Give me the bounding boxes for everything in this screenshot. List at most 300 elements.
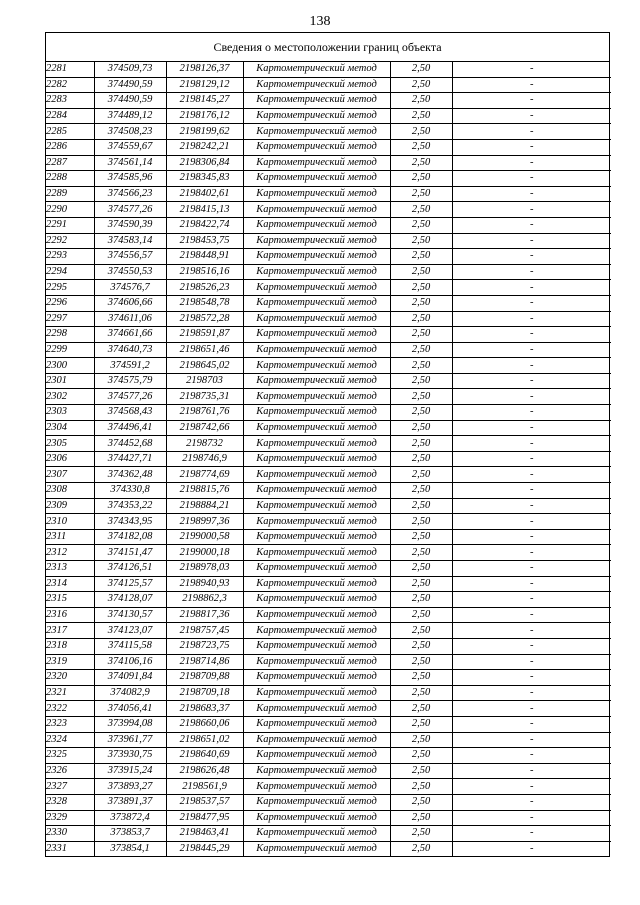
description-cell: - [452, 716, 611, 732]
description-cell: - [452, 249, 611, 265]
y-coordinate-cell: 2198645,02 [166, 358, 243, 374]
y-coordinate-cell: 2198997,36 [166, 514, 243, 530]
accuracy-cell: 2,50 [390, 467, 452, 483]
point-number-cell: 2293 [46, 249, 94, 265]
point-number-cell: 2307 [46, 467, 94, 483]
point-number-cell: 2313 [46, 561, 94, 577]
accuracy-cell: 2,50 [390, 561, 452, 577]
point-number-cell: 2306 [46, 451, 94, 467]
method-cell: Картометрический метод [243, 623, 390, 639]
y-coordinate-cell: 2198477,95 [166, 810, 243, 826]
table-row [46, 654, 611, 670]
y-coordinate-cell: 2198626,48 [166, 763, 243, 779]
method-cell: Картометрический метод [243, 607, 390, 623]
x-coordinate-cell: 374106,16 [94, 654, 166, 670]
description-cell: - [452, 280, 611, 296]
accuracy-cell: 2,50 [390, 436, 452, 452]
table-row [46, 794, 611, 810]
accuracy-cell: 2,50 [390, 716, 452, 732]
table-row [46, 327, 611, 343]
x-coordinate-cell: 374577,26 [94, 389, 166, 405]
point-number-cell: 2288 [46, 171, 94, 187]
x-coordinate-cell: 374330,8 [94, 483, 166, 499]
y-coordinate-cell: 2199000,58 [166, 529, 243, 545]
method-cell: Картометрический метод [243, 826, 390, 842]
y-coordinate-cell: 2198703 [166, 373, 243, 389]
point-number-cell: 2322 [46, 701, 94, 717]
table-row [46, 498, 611, 514]
point-number-cell: 2294 [46, 264, 94, 280]
point-number-cell: 2329 [46, 810, 94, 826]
table-row [46, 514, 611, 530]
table-row [46, 763, 611, 779]
description-cell: - [452, 826, 611, 842]
method-cell: Картометрический метод [243, 62, 390, 77]
y-coordinate-cell: 2198463,41 [166, 826, 243, 842]
accuracy-cell: 2,50 [390, 545, 452, 561]
method-cell: Картометрический метод [243, 264, 390, 280]
y-coordinate-cell: 2198746,9 [166, 451, 243, 467]
description-cell: - [452, 467, 611, 483]
accuracy-cell: 2,50 [390, 108, 452, 124]
point-number-cell: 2311 [46, 529, 94, 545]
method-cell: Картометрический метод [243, 280, 390, 296]
method-cell: Картометрический метод [243, 732, 390, 748]
accuracy-cell: 2,50 [390, 405, 452, 421]
accuracy-cell: 2,50 [390, 233, 452, 249]
description-cell: - [452, 217, 611, 233]
y-coordinate-cell: 2198242,21 [166, 139, 243, 155]
y-coordinate-cell: 2198757,45 [166, 623, 243, 639]
method-cell: Картометрический метод [243, 810, 390, 826]
y-coordinate-cell: 2198415,13 [166, 202, 243, 218]
coordinates-table-body [46, 62, 611, 856]
method-cell: Картометрический метод [243, 467, 390, 483]
accuracy-cell: 2,50 [390, 529, 452, 545]
accuracy-cell: 2,50 [390, 264, 452, 280]
table-row [46, 467, 611, 483]
x-coordinate-cell: 374566,23 [94, 186, 166, 202]
table-row [46, 405, 611, 421]
accuracy-cell: 2,50 [390, 654, 452, 670]
method-cell: Картометрический метод [243, 93, 390, 109]
point-number-cell: 2312 [46, 545, 94, 561]
accuracy-cell: 2,50 [390, 623, 452, 639]
accuracy-cell: 2,50 [390, 420, 452, 436]
table-row [46, 342, 611, 358]
table-row [46, 451, 611, 467]
y-coordinate-cell: 2198660,06 [166, 716, 243, 732]
table-row [46, 249, 611, 265]
method-cell: Картометрический метод [243, 638, 390, 654]
x-coordinate-cell: 374611,06 [94, 311, 166, 327]
accuracy-cell: 2,50 [390, 93, 452, 109]
description-cell: - [452, 420, 611, 436]
point-number-cell: 2281 [46, 62, 94, 77]
x-coordinate-cell: 374125,57 [94, 576, 166, 592]
point-number-cell: 2295 [46, 280, 94, 296]
accuracy-cell: 2,50 [390, 62, 452, 77]
x-coordinate-cell: 374123,07 [94, 623, 166, 639]
table-row [46, 155, 611, 171]
point-number-cell: 2296 [46, 295, 94, 311]
x-coordinate-cell: 374130,57 [94, 607, 166, 623]
x-coordinate-cell: 374550,53 [94, 264, 166, 280]
point-number-cell: 2282 [46, 77, 94, 93]
description-cell: - [452, 498, 611, 514]
y-coordinate-cell: 2198129,12 [166, 77, 243, 93]
method-cell: Картометрический метод [243, 311, 390, 327]
description-cell: - [452, 342, 611, 358]
accuracy-cell: 2,50 [390, 779, 452, 795]
point-number-cell: 2328 [46, 794, 94, 810]
description-cell: - [452, 264, 611, 280]
table-row [46, 420, 611, 436]
x-coordinate-cell: 373893,27 [94, 779, 166, 795]
point-number-cell: 2301 [46, 373, 94, 389]
method-cell: Картометрический метод [243, 670, 390, 686]
table-row [46, 810, 611, 826]
x-coordinate-cell: 374496,41 [94, 420, 166, 436]
x-coordinate-cell: 374091,84 [94, 670, 166, 686]
x-coordinate-cell: 374509,73 [94, 62, 166, 77]
method-cell: Картометрический метод [243, 139, 390, 155]
x-coordinate-cell: 373891,37 [94, 794, 166, 810]
accuracy-cell: 2,50 [390, 576, 452, 592]
x-coordinate-cell: 373872,4 [94, 810, 166, 826]
accuracy-cell: 2,50 [390, 810, 452, 826]
method-cell: Картометрический метод [243, 716, 390, 732]
y-coordinate-cell: 2198884,21 [166, 498, 243, 514]
accuracy-cell: 2,50 [390, 327, 452, 343]
point-number-cell: 2283 [46, 93, 94, 109]
table-row [46, 295, 611, 311]
point-number-cell: 2299 [46, 342, 94, 358]
y-coordinate-cell: 2198978,03 [166, 561, 243, 577]
description-cell: - [452, 62, 611, 77]
x-coordinate-cell: 374606,66 [94, 295, 166, 311]
accuracy-cell: 2,50 [390, 249, 452, 265]
method-cell: Картометрический метод [243, 436, 390, 452]
table-row [46, 108, 611, 124]
accuracy-cell: 2,50 [390, 186, 452, 202]
point-number-cell: 2324 [46, 732, 94, 748]
x-coordinate-cell: 374640,73 [94, 342, 166, 358]
method-cell: Картометрический метод [243, 514, 390, 530]
table-row [46, 62, 611, 77]
accuracy-cell: 2,50 [390, 592, 452, 608]
y-coordinate-cell: 2198145,27 [166, 93, 243, 109]
y-coordinate-cell: 2198561,9 [166, 779, 243, 795]
x-coordinate-cell: 374575,79 [94, 373, 166, 389]
method-cell: Картометрический метод [243, 529, 390, 545]
point-number-cell: 2308 [46, 483, 94, 499]
accuracy-cell: 2,50 [390, 841, 452, 856]
y-coordinate-cell: 2199000,18 [166, 545, 243, 561]
table-row [46, 623, 611, 639]
y-coordinate-cell: 2198591,87 [166, 327, 243, 343]
table-row [46, 233, 611, 249]
point-number-cell: 2302 [46, 389, 94, 405]
accuracy-cell: 2,50 [390, 155, 452, 171]
x-coordinate-cell: 374568,43 [94, 405, 166, 421]
accuracy-cell: 2,50 [390, 514, 452, 530]
table-row [46, 483, 611, 499]
accuracy-cell: 2,50 [390, 139, 452, 155]
x-coordinate-cell: 373994,08 [94, 716, 166, 732]
x-coordinate-cell: 373961,77 [94, 732, 166, 748]
point-number-cell: 2327 [46, 779, 94, 795]
point-number-cell: 2330 [46, 826, 94, 842]
description-cell: - [452, 124, 611, 140]
y-coordinate-cell: 2198817,36 [166, 607, 243, 623]
method-cell: Картометрический метод [243, 794, 390, 810]
point-number-cell: 2321 [46, 685, 94, 701]
method-cell: Картометрический метод [243, 561, 390, 577]
description-cell: - [452, 779, 611, 795]
method-cell: Картометрический метод [243, 124, 390, 140]
description-cell: - [452, 436, 611, 452]
description-cell: - [452, 576, 611, 592]
point-number-cell: 2319 [46, 654, 94, 670]
description-cell: - [452, 451, 611, 467]
x-coordinate-cell: 373915,24 [94, 763, 166, 779]
y-coordinate-cell: 2198345,83 [166, 171, 243, 187]
x-coordinate-cell: 374591,2 [94, 358, 166, 374]
description-cell: - [452, 77, 611, 93]
table-row [46, 389, 611, 405]
description-cell: - [452, 607, 611, 623]
method-cell: Картометрический метод [243, 451, 390, 467]
x-coordinate-cell: 374489,12 [94, 108, 166, 124]
description-cell: - [452, 358, 611, 374]
accuracy-cell: 2,50 [390, 373, 452, 389]
method-cell: Картометрический метод [243, 763, 390, 779]
point-number-cell: 2298 [46, 327, 94, 343]
description-cell: - [452, 545, 611, 561]
table-row [46, 841, 611, 856]
method-cell: Картометрический метод [243, 217, 390, 233]
x-coordinate-cell: 373930,75 [94, 748, 166, 764]
table-row [46, 436, 611, 452]
y-coordinate-cell: 2198815,76 [166, 483, 243, 499]
method-cell: Картометрический метод [243, 748, 390, 764]
method-cell: Картометрический метод [243, 233, 390, 249]
x-coordinate-cell: 374661,66 [94, 327, 166, 343]
x-coordinate-cell: 374452,68 [94, 436, 166, 452]
x-coordinate-cell: 374508,23 [94, 124, 166, 140]
accuracy-cell: 2,50 [390, 217, 452, 233]
table-row [46, 139, 611, 155]
description-cell: - [452, 670, 611, 686]
description-cell: - [452, 592, 611, 608]
x-coordinate-cell: 373853,7 [94, 826, 166, 842]
accuracy-cell: 2,50 [390, 763, 452, 779]
description-cell: - [452, 701, 611, 717]
accuracy-cell: 2,50 [390, 685, 452, 701]
y-coordinate-cell: 2198126,37 [166, 62, 243, 77]
method-cell: Картометрический метод [243, 155, 390, 171]
description-cell: - [452, 810, 611, 826]
description-cell: - [452, 685, 611, 701]
description-cell: - [452, 233, 611, 249]
y-coordinate-cell: 2198709,18 [166, 685, 243, 701]
table-row [46, 670, 611, 686]
x-coordinate-cell: 374128,07 [94, 592, 166, 608]
method-cell: Картометрический метод [243, 373, 390, 389]
y-coordinate-cell: 2198732 [166, 436, 243, 452]
method-cell: Картометрический метод [243, 77, 390, 93]
y-coordinate-cell: 2198651,02 [166, 732, 243, 748]
method-cell: Картометрический метод [243, 654, 390, 670]
accuracy-cell: 2,50 [390, 342, 452, 358]
method-cell: Картометрический метод [243, 498, 390, 514]
table-row [46, 638, 611, 654]
point-number-cell: 2323 [46, 716, 94, 732]
x-coordinate-cell: 374115,58 [94, 638, 166, 654]
accuracy-cell: 2,50 [390, 202, 452, 218]
x-coordinate-cell: 374577,26 [94, 202, 166, 218]
method-cell: Картометрический метод [243, 545, 390, 561]
accuracy-cell: 2,50 [390, 701, 452, 717]
y-coordinate-cell: 2198862,3 [166, 592, 243, 608]
table-row [46, 779, 611, 795]
method-cell: Картометрический метод [243, 420, 390, 436]
accuracy-cell: 2,50 [390, 124, 452, 140]
point-number-cell: 2320 [46, 670, 94, 686]
table-row [46, 701, 611, 717]
accuracy-cell: 2,50 [390, 498, 452, 514]
description-cell: - [452, 139, 611, 155]
table-row [46, 77, 611, 93]
point-number-cell: 2317 [46, 623, 94, 639]
y-coordinate-cell: 2198445,29 [166, 841, 243, 856]
table-row [46, 592, 611, 608]
y-coordinate-cell: 2198306,84 [166, 155, 243, 171]
point-number-cell: 2318 [46, 638, 94, 654]
page-number: 138 [309, 14, 331, 29]
x-coordinate-cell: 374590,39 [94, 217, 166, 233]
method-cell: Картометрический метод [243, 108, 390, 124]
x-coordinate-cell: 374490,59 [94, 77, 166, 93]
y-coordinate-cell: 2198714,86 [166, 654, 243, 670]
description-cell: - [530, 842, 534, 854]
point-number-cell: 2285 [46, 124, 94, 140]
method-cell: Картометрический метод [243, 327, 390, 343]
description-cell: - [452, 748, 611, 764]
point-number-cell: 2309 [46, 498, 94, 514]
y-coordinate-cell: 2198761,76 [166, 405, 243, 421]
y-coordinate-cell: 2198448,91 [166, 249, 243, 265]
table-row [46, 529, 611, 545]
x-coordinate-cell: 374427,71 [94, 451, 166, 467]
method-cell: Картометрический метод [243, 389, 390, 405]
accuracy-cell: 2,50 [390, 280, 452, 296]
y-coordinate-cell: 2198742,66 [166, 420, 243, 436]
method-cell: Картометрический метод [243, 171, 390, 187]
table-row [46, 171, 611, 187]
accuracy-cell: 2,50 [390, 638, 452, 654]
table-row [46, 561, 611, 577]
table-row [46, 124, 611, 140]
description-cell: - [452, 561, 611, 577]
point-number-cell: 2305 [46, 436, 94, 452]
description-cell: - [452, 483, 611, 499]
description-cell: - [452, 638, 611, 654]
method-cell: Картометрический метод [243, 186, 390, 202]
accuracy-cell: 2,50 [390, 607, 452, 623]
coordinates-table [46, 62, 611, 856]
accuracy-cell: 2,50 [390, 77, 452, 93]
table-row [46, 202, 611, 218]
table-row [46, 311, 611, 327]
accuracy-cell: 2,50 [390, 748, 452, 764]
y-coordinate-cell: 2198453,75 [166, 233, 243, 249]
accuracy-cell: 2,50 [390, 311, 452, 327]
y-coordinate-cell: 2198640,69 [166, 748, 243, 764]
point-number-cell: 2325 [46, 748, 94, 764]
coordinates-sheet [45, 32, 610, 857]
accuracy-cell: 2,50 [390, 670, 452, 686]
y-coordinate-cell: 2198548,78 [166, 295, 243, 311]
x-coordinate-cell: 374561,14 [94, 155, 166, 171]
point-number-cell: 2286 [46, 139, 94, 155]
x-coordinate-cell: 374126,51 [94, 561, 166, 577]
description-cell: - [452, 186, 611, 202]
method-cell: Картометрический метод [243, 483, 390, 499]
sheet-title: Сведения о местоположении границ объекта [46, 33, 609, 62]
x-coordinate-cell: 374583,14 [94, 233, 166, 249]
description-cell: - [452, 794, 611, 810]
y-coordinate-cell: 2198651,46 [166, 342, 243, 358]
point-number-cell: 2297 [46, 311, 94, 327]
y-coordinate-cell: 2198735,31 [166, 389, 243, 405]
description-cell: - [452, 654, 611, 670]
y-coordinate-cell: 2198176,12 [166, 108, 243, 124]
method-cell: Картометрический метод [243, 202, 390, 218]
description-cell: - [452, 514, 611, 530]
description-cell: - [452, 327, 611, 343]
y-coordinate-cell: 2198526,23 [166, 280, 243, 296]
x-coordinate-cell: 374362,48 [94, 467, 166, 483]
table-row [46, 264, 611, 280]
accuracy-cell: 2,50 [390, 483, 452, 499]
table-row [46, 826, 611, 842]
method-cell: Картометрический метод [243, 841, 390, 856]
point-number-cell: 2303 [46, 405, 94, 421]
y-coordinate-cell: 2198723,75 [166, 638, 243, 654]
description-cell: - [452, 389, 611, 405]
y-coordinate-cell: 2198709,88 [166, 670, 243, 686]
x-coordinate-cell: 374151,47 [94, 545, 166, 561]
point-number-cell: 2290 [46, 202, 94, 218]
point-number-cell: 2304 [46, 420, 94, 436]
point-number-cell: 2314 [46, 576, 94, 592]
point-number-cell: 2326 [46, 763, 94, 779]
point-number-cell: 2331 [46, 841, 94, 856]
description-cell: - [452, 93, 611, 109]
method-cell: Картометрический метод [243, 249, 390, 265]
y-coordinate-cell: 2198402,61 [166, 186, 243, 202]
x-coordinate-cell: 374182,08 [94, 529, 166, 545]
method-cell: Картометрический метод [243, 592, 390, 608]
x-coordinate-cell: 374585,96 [94, 171, 166, 187]
description-cell: - [452, 311, 611, 327]
accuracy-cell: 2,50 [390, 732, 452, 748]
y-coordinate-cell: 2198199,62 [166, 124, 243, 140]
x-coordinate-cell: 374490,59 [94, 93, 166, 109]
description-cell: - [452, 295, 611, 311]
